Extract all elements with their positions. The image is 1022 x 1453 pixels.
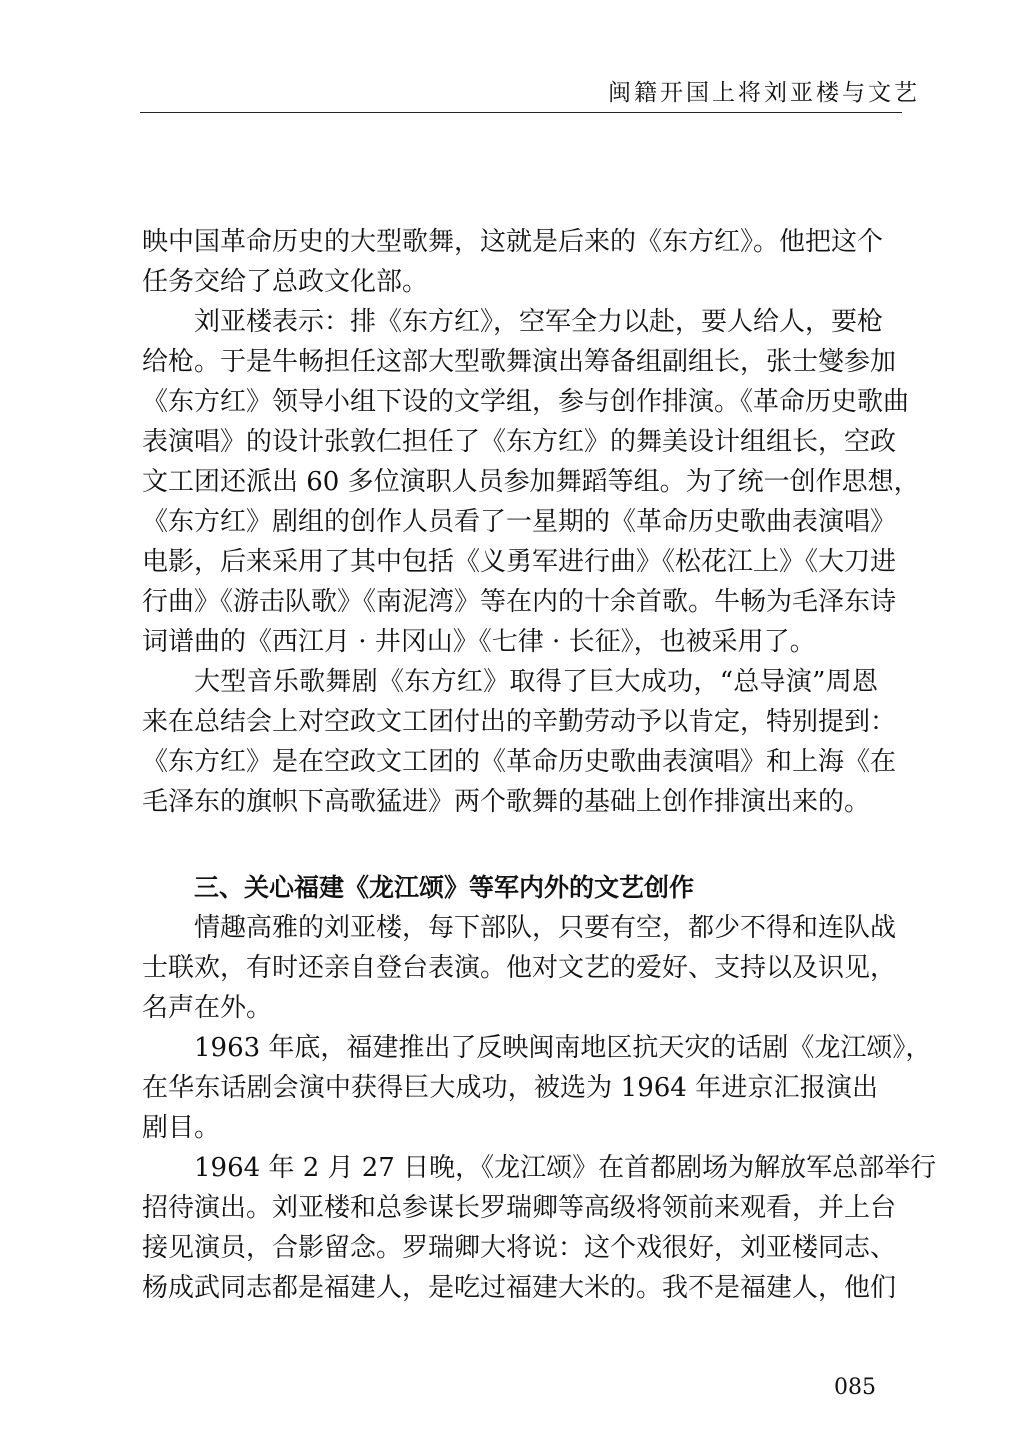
text-line: 招待演出。刘亚楼和总参谋长罗瑞卿等高级将领前来观看，并上台: [142, 1193, 897, 1223]
text-line: 电影，后来采用了其中包括《义勇军进行曲》《松花江上》《大刀进: [142, 547, 897, 577]
text-line: 词谱曲的《西江月 · 井冈山》《七律 · 长征》，也被采用了。: [142, 627, 816, 657]
text-line: 情趣高雅的刘亚楼，每下部队，只要有空，都少不得和连队战: [194, 913, 897, 943]
text-line: 接见演员，合影留念。罗瑞卿大将说：这个戏很好，刘亚楼同志、: [142, 1233, 897, 1263]
text-line: 刘亚楼表示：排《东方红》，空军全力以赴，要人给人，要枪: [194, 307, 884, 337]
section-heading: 三、关心福建《龙江颂》等军内外的文艺创作: [194, 873, 695, 902]
body-text: [142, 222, 937, 1308]
text-line: 文工团还派出 60 多位演职人员参加舞蹈等组。为了统一创作思想，: [142, 467, 920, 497]
running-header: 闽籍开国上将刘亚楼与文艺: [608, 80, 920, 106]
text-line: 《东方红》领导小组下设的文学组，参与创作排演。《革命历史歌曲: [142, 387, 910, 417]
text-line: 给枪。于是牛畅担任这部大型歌舞演出筹备组副组长，张士燮参加: [142, 347, 897, 377]
section-spacer: [142, 822, 878, 868]
text-line: 杨成武同志都是福建人，是吃过福建大米的。我不是福建人，他们: [142, 1273, 897, 1303]
text-line: 1963 年底，福建推出了反映闽南地区抗天灾的话剧《龙江颂》，: [194, 1033, 932, 1063]
text-line: 名声在外。: [142, 993, 273, 1023]
text-line: 行曲》《游击队歌》《南泥湾》等在内的十余首歌。牛畅为毛泽东诗: [142, 587, 897, 617]
text-line: 在华东话剧会演中获得巨大成功，被选为 1964 年进京汇报演出: [142, 1073, 878, 1103]
text-line: 大型音乐歌舞剧《东方红》取得了巨大成功，“总导演”周恩: [194, 667, 878, 697]
text-line: 表演唱》的设计张敦仁担任了《东方红》的舞美设计组组长，空政: [142, 427, 897, 457]
header-rule: [140, 112, 902, 113]
text-line: 《东方红》剧组的创作人员看了一星期的《革命历史歌曲表演唱》: [142, 507, 897, 537]
text-line: 映中国革命历史的大型歌舞，这就是后来的《东方红》。他把这个: [142, 227, 884, 257]
page-number: 085: [834, 1375, 876, 1400]
text-line: 剧目。: [142, 1113, 221, 1143]
text-line: 来在总结会上对空政文工团付出的辛勤劳动予以肯定，特别提到：: [142, 707, 897, 737]
text-line: 士联欢，有时还亲自登台表演。他对文艺的爱好、支持以及识见，: [142, 953, 897, 983]
text-line: 《东方红》是在空政文工团的《革命历史歌曲表演唱》和上海《在: [142, 747, 897, 777]
text-line: 任务交给了总政文化部。: [142, 267, 429, 297]
text-line: 毛泽东的旗帜下高歌猛进》两个歌舞的基础上创作排演出来的。: [142, 787, 871, 817]
text-line: 1964 年 2 月 27 日晚，《龙江颂》在首都剧场为解放军总部举行: [194, 1153, 937, 1183]
